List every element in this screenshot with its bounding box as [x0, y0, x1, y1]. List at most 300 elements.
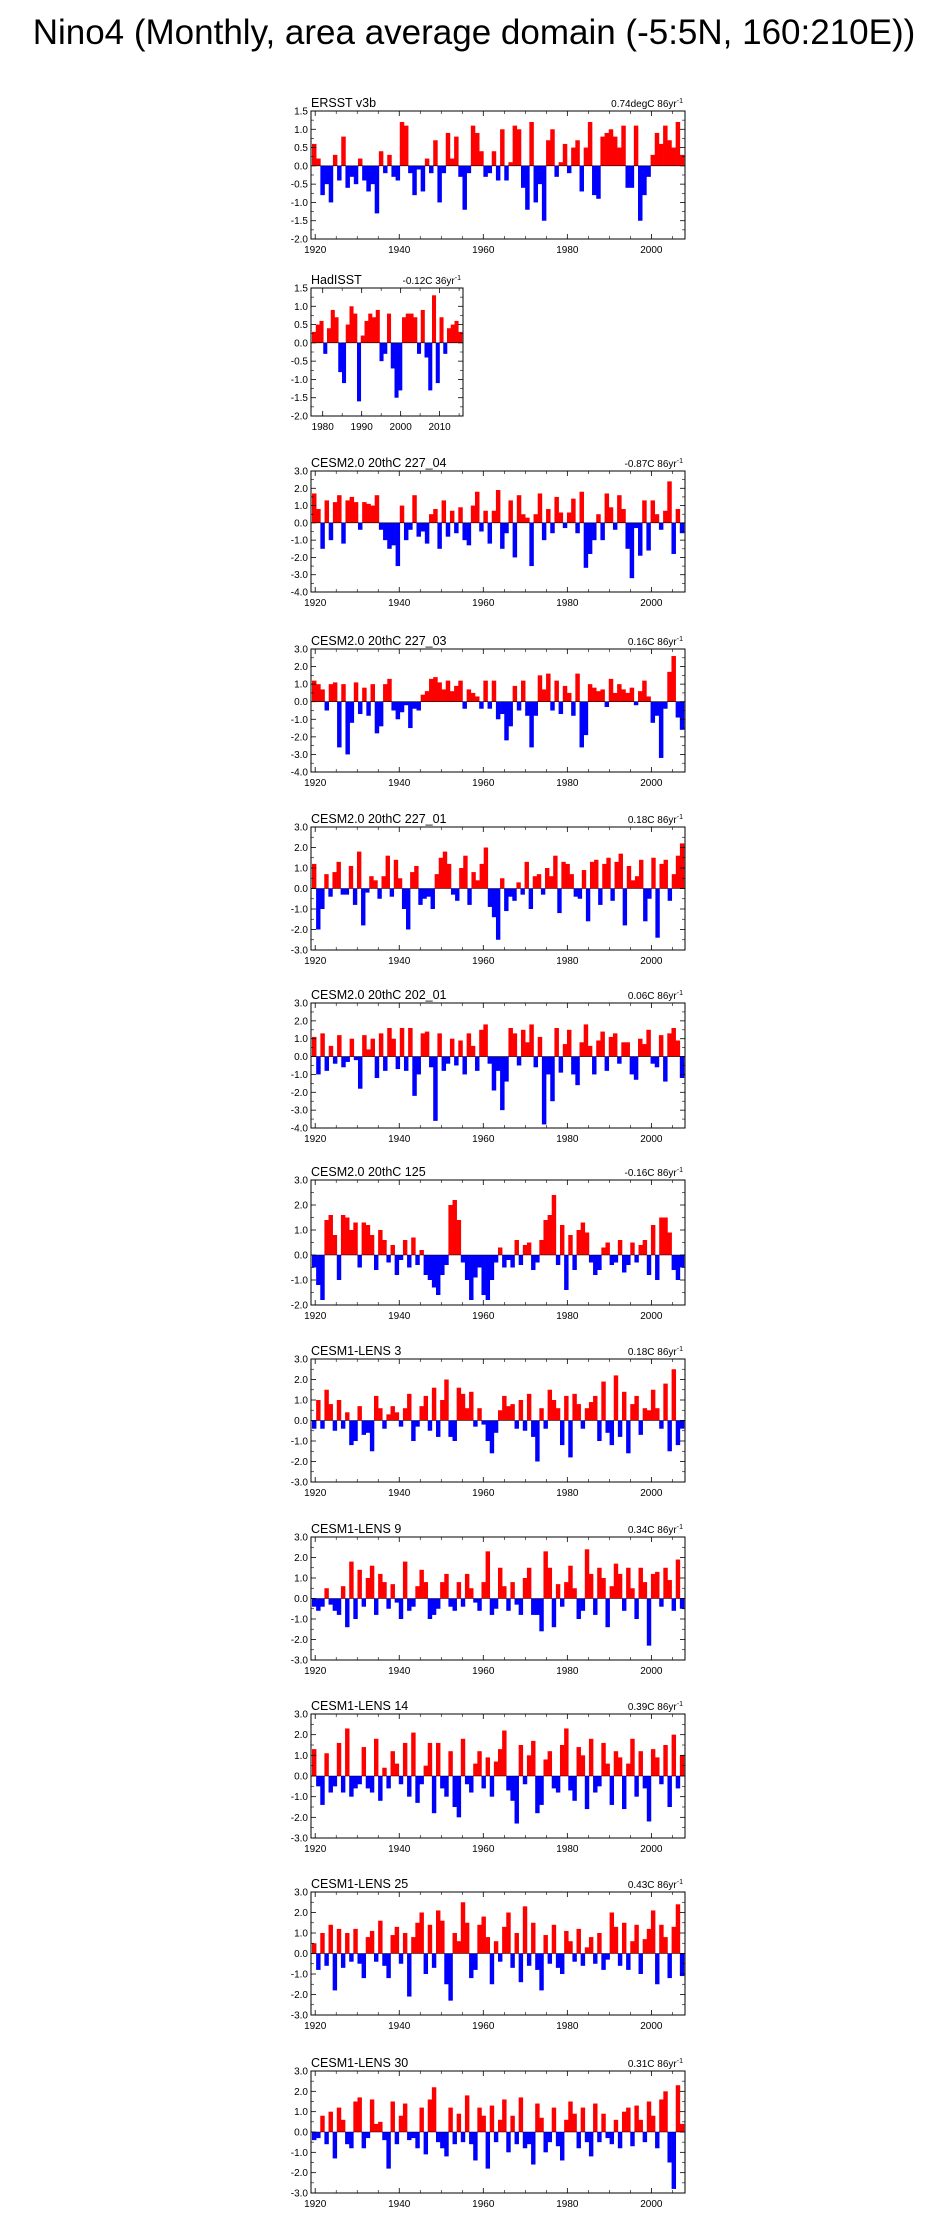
bar-positive	[614, 1751, 618, 1776]
y-tick-label: 0.0	[294, 1771, 308, 1783]
bar-negative	[316, 1776, 320, 1786]
bar-positive	[403, 1933, 407, 1954]
bar-positive	[627, 866, 631, 889]
bar-negative	[560, 1421, 564, 1446]
bar-negative	[412, 166, 416, 195]
bar-positive	[486, 1757, 490, 1776]
bar-negative	[415, 2132, 419, 2148]
bar-negative	[467, 889, 471, 905]
bar-negative	[634, 1057, 638, 1080]
bar-positive	[523, 1578, 527, 1599]
bar-negative	[486, 1255, 490, 1300]
bar-negative	[407, 1255, 411, 1268]
bar-negative	[436, 1421, 440, 1437]
bar-positive	[411, 1937, 415, 1953]
bar-negative	[560, 1954, 564, 1975]
bar-positive	[387, 1028, 391, 1057]
bar-positive	[492, 681, 496, 702]
bar-positive	[563, 686, 567, 702]
x-tick-label: 1960	[472, 1134, 495, 1145]
bar-positive	[564, 1931, 568, 1954]
bar-negative	[542, 166, 546, 221]
trend-label	[628, 990, 683, 1002]
bar-negative	[510, 1255, 514, 1268]
trend-unit-exponent: -1	[454, 275, 461, 282]
bar-negative	[610, 889, 614, 901]
bar-negative	[473, 1599, 477, 1603]
bar-negative	[320, 1421, 324, 1429]
x-tick-label: 1960	[472, 598, 495, 609]
bar-negative	[610, 1255, 614, 1265]
bar-negative	[517, 702, 521, 711]
x-tick-label: 1980	[556, 245, 579, 256]
bar-negative	[353, 1599, 357, 1620]
trend-label	[628, 814, 683, 826]
panel-title: CESM2.0 20thC 227_01	[311, 812, 447, 826]
bar-negative	[316, 889, 320, 930]
bar-positive	[400, 506, 404, 523]
bar-positive	[345, 1218, 349, 1256]
bar-negative	[374, 1599, 378, 1615]
y-tick-label: -1.0	[290, 1792, 308, 1804]
bar-positive	[387, 314, 391, 343]
bar-positive	[519, 1745, 523, 1776]
bar-positive	[672, 1735, 676, 1776]
bar-positive	[672, 1927, 676, 1954]
bar-negative	[578, 889, 582, 899]
bar-positive	[618, 1757, 622, 1776]
bar-negative	[345, 889, 349, 895]
bar-positive	[324, 1753, 328, 1776]
bar-negative	[625, 166, 629, 188]
bar-positive	[553, 856, 557, 889]
bar-positive	[639, 860, 643, 889]
bar-positive	[529, 1024, 533, 1056]
bar-negative	[572, 1954, 576, 1962]
bar-negative	[465, 1776, 469, 1784]
bar-negative	[680, 1421, 684, 1429]
bar-negative	[431, 889, 435, 910]
bar-negative	[597, 1255, 601, 1270]
trend-label	[628, 1879, 683, 1891]
bar-negative	[597, 1421, 601, 1442]
bar-positive	[502, 1586, 506, 1598]
bar-positive	[312, 493, 316, 522]
bar-positive	[404, 126, 408, 166]
bar-positive	[353, 1929, 357, 1954]
x-tick-label: 1960	[472, 1311, 495, 1322]
bar-positive	[316, 1400, 320, 1421]
bar-positive	[543, 1935, 547, 1953]
bar-negative	[659, 523, 663, 530]
y-tick-label: -1.0	[290, 374, 308, 386]
bar-positive	[329, 2112, 333, 2132]
y-tick-label: -1.5	[290, 393, 308, 405]
y-tick-label: -3.0	[290, 945, 308, 957]
bar-positive	[601, 1248, 605, 1256]
bar-positive	[475, 696, 479, 701]
bar-negative	[655, 1057, 659, 1068]
x-tick-label: 2000	[640, 1488, 663, 1499]
bar-positive	[424, 1766, 428, 1776]
bar-negative	[680, 1599, 684, 1609]
bar-positive	[361, 336, 365, 343]
bar-negative	[531, 2132, 535, 2165]
bar-positive	[494, 1762, 498, 1776]
y-tick-label: -1.0	[290, 904, 308, 916]
bar-positive	[639, 1245, 643, 1255]
bar-negative	[395, 1599, 399, 1603]
bar-negative	[500, 702, 504, 714]
bar-positive	[419, 1913, 423, 1954]
bar-negative	[461, 2132, 465, 2142]
chart-panel	[291, 634, 685, 789]
bar-positive	[651, 1749, 655, 1776]
bar-positive	[461, 1739, 465, 1776]
bar-positive	[502, 2099, 506, 2132]
y-tick-label: 0.0	[294, 1416, 308, 1427]
trend-value: 0.34C 86yr	[627, 1525, 677, 1536]
bar-positive	[577, 1747, 581, 1776]
bar-positive	[600, 137, 604, 166]
bar-positive	[345, 1412, 349, 1420]
panel-title: CESM1-LENS 3	[311, 1344, 402, 1358]
bar-negative	[572, 1776, 576, 1801]
bar-negative	[568, 1776, 572, 1790]
bar-negative	[366, 702, 370, 716]
bar-negative	[601, 1954, 605, 1970]
bar-negative	[589, 1255, 593, 1263]
bar-positive	[424, 1396, 428, 1421]
bar-positive	[461, 1902, 465, 1953]
y-tick-label: 1.5	[294, 106, 308, 118]
y-tick-label: 1.5	[294, 283, 308, 295]
bar-positive	[436, 1743, 440, 1776]
bar-positive	[457, 1582, 461, 1598]
bar-positive	[437, 1033, 441, 1056]
bar-positive	[337, 862, 341, 889]
bar-positive	[593, 1396, 597, 1421]
bar-negative	[421, 523, 425, 532]
panel-title: CESM2.0 20thC 202_01	[311, 988, 447, 1002]
bar-negative	[341, 523, 345, 544]
bar-positive	[659, 1035, 663, 1056]
bar-positive	[341, 1215, 345, 1255]
y-tick-label: 3.0	[294, 1354, 308, 1366]
bar-negative	[622, 1776, 626, 1809]
x-tick-label: 1980	[556, 1311, 579, 1322]
bar-positive	[320, 1933, 324, 1954]
bar-positive	[534, 514, 538, 523]
bar-positive	[378, 1574, 382, 1599]
bar-positive	[601, 1382, 605, 1421]
trend-unit-exponent: -1	[676, 98, 683, 105]
bar-positive	[450, 691, 454, 702]
bar-negative	[467, 166, 471, 173]
bar-negative	[428, 1421, 432, 1431]
trend-unit-exponent: -1	[676, 1524, 683, 1531]
bar-negative	[428, 1599, 432, 1620]
bar-positive	[502, 1927, 506, 1954]
bar-positive	[379, 1033, 383, 1056]
bar-negative	[428, 1255, 432, 1280]
bar-negative	[672, 1599, 676, 1611]
bar-positive	[597, 1933, 601, 1954]
y-tick-label: 1.0	[294, 1225, 308, 1237]
bar-negative	[338, 343, 342, 372]
bar-positive	[413, 317, 417, 343]
bar-negative	[411, 1421, 415, 1442]
bar-positive	[631, 880, 635, 888]
bar-positive	[546, 509, 550, 523]
x-tick-label: 1940	[388, 956, 411, 967]
y-tick-label: 1.0	[294, 124, 308, 136]
bar-positive	[626, 1568, 630, 1599]
bar-positive	[366, 1225, 370, 1255]
bar-positive	[554, 1028, 558, 1057]
bar-negative	[659, 1421, 663, 1429]
bar-negative	[502, 1255, 506, 1268]
bar-negative	[342, 343, 346, 383]
bar-positive	[408, 1028, 412, 1057]
y-tick-label: 1.0	[294, 1928, 308, 1940]
bar-positive	[561, 862, 565, 889]
bar-positive	[513, 126, 517, 166]
bar-positive	[440, 1400, 444, 1421]
bar-positive	[436, 1910, 440, 1953]
bar-negative	[324, 1954, 328, 1966]
bar-negative	[605, 1057, 609, 1071]
trend-value: 0.39C 86yr	[627, 1702, 677, 1713]
bar-negative	[349, 1776, 353, 1797]
bar-positive	[410, 872, 414, 888]
bar-positive	[458, 507, 462, 523]
panel-title: CESM1-LENS 25	[311, 1877, 409, 1891]
bar-positive	[391, 1751, 395, 1776]
bar-positive	[543, 1551, 547, 1598]
bar-negative	[390, 889, 394, 897]
bar-positive	[467, 689, 471, 701]
bar-positive	[671, 148, 675, 166]
bar-positive	[419, 1570, 423, 1599]
bar-positive	[634, 126, 638, 166]
y-tick-label: 0.0	[294, 1250, 308, 1262]
x-tick-label: 1940	[388, 1666, 411, 1677]
bar-negative	[398, 343, 402, 391]
bar-negative	[531, 1421, 535, 1437]
y-tick-label: 3.0	[294, 644, 308, 656]
bar-positive	[564, 1728, 568, 1776]
bar-positive	[570, 874, 574, 888]
x-tick-label: 1940	[388, 778, 411, 789]
bar-negative	[333, 1776, 337, 1786]
bar-positive	[414, 866, 418, 889]
bar-negative	[433, 1057, 437, 1121]
bar-negative	[400, 702, 404, 713]
bar-negative	[560, 2132, 564, 2160]
chart-panel	[291, 812, 685, 967]
bar-negative	[349, 2132, 353, 2148]
y-tick-label: -0.5	[290, 179, 308, 191]
bar-positive	[458, 681, 462, 702]
bar-negative	[404, 523, 408, 540]
bar-negative	[444, 2132, 448, 2156]
y-tick-label: -2.0	[290, 1300, 308, 1312]
bar-positive	[639, 1568, 643, 1599]
bar-negative	[329, 523, 333, 540]
bar-negative	[375, 166, 379, 214]
bar-positive	[341, 2120, 345, 2132]
bar-positive	[391, 2102, 395, 2133]
bar-negative	[568, 1421, 572, 1458]
bar-negative	[515, 2132, 519, 2144]
bar-positive	[446, 133, 450, 166]
bar-negative	[329, 166, 333, 203]
bar-positive	[373, 880, 377, 888]
bar-negative	[535, 1954, 539, 1970]
bar-positive	[613, 137, 617, 166]
x-tick-label: 1920	[304, 598, 327, 609]
x-tick-label: 1960	[472, 1488, 495, 1499]
bar-positive	[539, 1240, 543, 1255]
y-tick-label: -3.0	[290, 1833, 308, 1845]
bar-negative	[680, 1954, 684, 1977]
x-tick-label: 2010	[428, 422, 451, 433]
bar-positive	[617, 684, 621, 702]
bar-positive	[320, 1033, 324, 1056]
bar-negative	[437, 166, 441, 203]
bar-negative	[586, 889, 590, 922]
bar-positive	[585, 1947, 589, 1953]
bar-positive	[655, 1757, 659, 1776]
bar-negative	[396, 1057, 400, 1070]
bar-positive	[362, 502, 366, 523]
bar-negative	[580, 702, 584, 748]
bar-positive	[646, 696, 650, 701]
bar-positive	[589, 1402, 593, 1420]
bar-positive	[667, 481, 671, 522]
bar-negative	[496, 889, 500, 940]
y-tick-label: 0.0	[294, 1949, 308, 1960]
y-tick-label: 0.0	[294, 697, 308, 709]
bar-positive	[382, 1582, 386, 1598]
bar-positive	[457, 1220, 461, 1255]
bar-positive	[663, 511, 667, 523]
bar-positive	[680, 843, 684, 888]
trend-value: -0.87C 86yr	[624, 459, 677, 470]
bar-negative	[458, 166, 462, 177]
bar-positive	[571, 499, 575, 523]
trend-value: 0.18C 86yr	[627, 815, 677, 826]
bar-positive	[442, 689, 446, 701]
bar-negative	[349, 1421, 353, 1446]
bar-positive	[345, 1933, 349, 1954]
bar-positive	[513, 1033, 517, 1056]
bar-positive	[651, 1225, 655, 1255]
bar-positive	[676, 1560, 680, 1599]
bar-negative	[362, 1954, 366, 1979]
bar-negative	[506, 1255, 510, 1260]
y-tick-label: -0.5	[290, 356, 308, 368]
bar-positive	[676, 856, 680, 889]
bar-positive	[582, 870, 586, 888]
bar-positive	[391, 1935, 395, 1953]
bar-negative	[453, 1776, 457, 1807]
bar-negative	[515, 1599, 519, 1605]
bar-positive	[349, 866, 353, 889]
bar-negative	[371, 166, 375, 184]
bar-negative	[378, 1776, 382, 1801]
bar-negative	[494, 1599, 498, 1609]
bar-negative	[622, 1599, 626, 1611]
bar-positive	[646, 1030, 650, 1057]
bar-positive	[651, 1574, 655, 1599]
bar-negative	[428, 343, 432, 391]
bar-positive	[475, 492, 479, 523]
bar-positive	[502, 1731, 506, 1776]
bar-positive	[634, 1396, 638, 1421]
bar-positive	[614, 1927, 618, 1954]
bar-positive	[626, 2108, 630, 2132]
bar-negative	[374, 1954, 378, 1962]
bar-positive	[327, 328, 331, 343]
bar-negative	[312, 1599, 316, 1607]
trend-unit-exponent: -1	[676, 1701, 683, 1708]
bar-positive	[630, 1941, 634, 1953]
y-tick-label: -2.0	[290, 1087, 308, 1099]
bar-negative	[320, 523, 324, 549]
bar-positive	[421, 1033, 425, 1056]
bar-negative	[333, 1421, 337, 1431]
bar-negative	[448, 1954, 452, 2001]
bar-positive	[605, 493, 609, 522]
bar-negative	[333, 1057, 337, 1064]
bar-negative	[680, 1255, 684, 1268]
bar-negative	[671, 523, 675, 554]
bar-positive	[643, 1408, 647, 1420]
bar-positive	[659, 2099, 663, 2132]
x-tick-label: 1920	[304, 1488, 327, 1499]
bar-positive	[453, 1933, 457, 1954]
bar-negative	[362, 1421, 366, 1435]
bar-negative	[408, 166, 412, 173]
bar-negative	[668, 889, 672, 901]
bar-negative	[488, 166, 492, 173]
bar-negative	[506, 1599, 510, 1611]
bar-positive	[655, 1408, 659, 1420]
bar-negative	[592, 166, 596, 195]
bar-negative	[605, 1599, 609, 1628]
bar-positive	[439, 858, 443, 889]
bar-positive	[549, 876, 553, 888]
bar-positive	[453, 1200, 457, 1255]
bar-negative	[411, 2132, 415, 2138]
bar-positive	[630, 1739, 634, 1776]
bar-negative	[513, 523, 517, 558]
bar-positive	[538, 675, 542, 701]
bar-negative	[341, 1421, 345, 1429]
bar-positive	[450, 511, 454, 523]
bar-negative	[626, 1421, 630, 1454]
bar-positive	[471, 126, 475, 166]
bar-negative	[535, 1776, 539, 1813]
bar-negative	[577, 1599, 581, 1620]
bar-positive	[419, 1406, 423, 1420]
x-tick-label: 2000	[640, 2021, 663, 2032]
bar-negative	[481, 1776, 485, 1788]
bar-negative	[552, 1776, 556, 1788]
bar-negative	[354, 1057, 358, 1061]
